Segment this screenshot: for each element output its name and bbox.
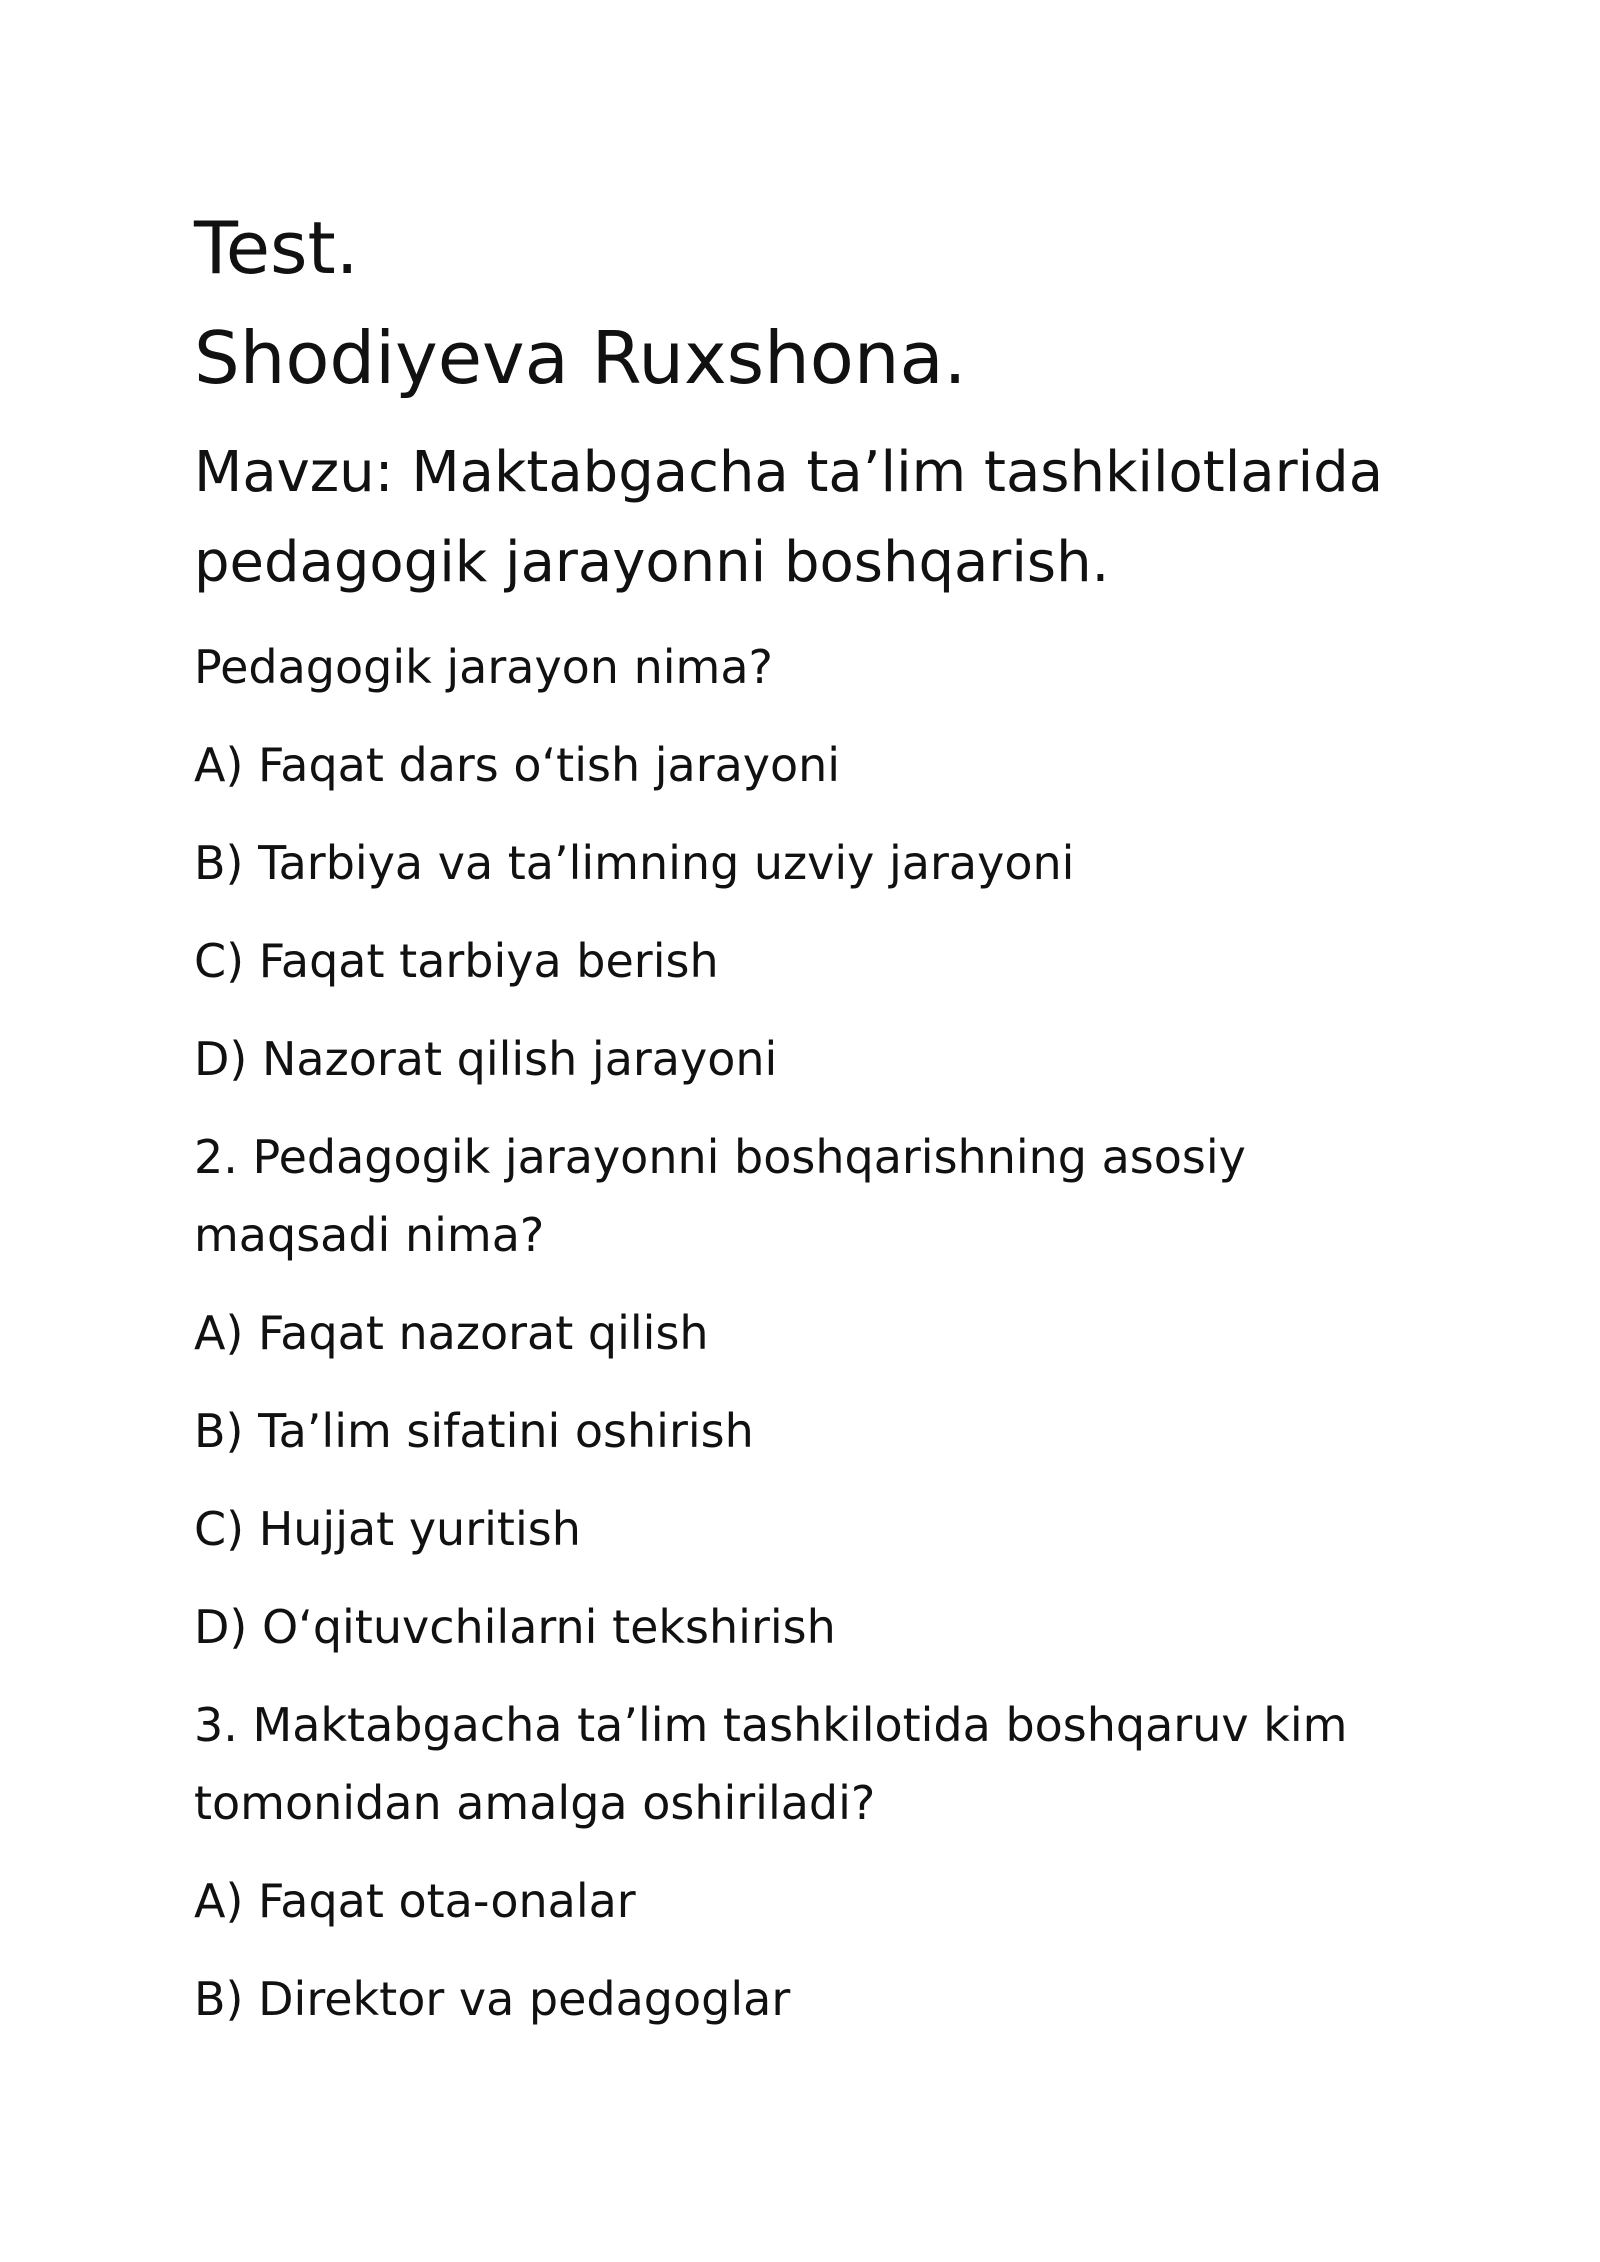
question-text: 2. Pedagogik jarayonni boshqarishning asosiy maqsadi nima? — [194, 1130, 1246, 1262]
answer-option: A) Faqat nazorat qilish — [194, 1306, 709, 1360]
topic-heading: Mavzu: Maktabgacha ta’lim tashkilotlarida pedagogik jarayonni boshqarish. — [194, 440, 1384, 595]
answer-option: A) Faqat dars o‘tish jarayoni — [194, 738, 841, 792]
author-name: Shodiyeva Ruxshona. — [194, 316, 967, 400]
document-page — [194, 200, 1434, 2058]
answer-option: C) Faqat tarbiya berish — [194, 934, 719, 988]
document-title: Test. — [194, 206, 359, 290]
answer-option: B) Ta’lim sifatini oshirish — [194, 1404, 754, 1458]
answer-option: D) Nazorat qilish jarayoni — [194, 1032, 778, 1086]
question-text: 3. Maktabgacha ta’lim tashkilotida boshqaruv kim tomonidan amalga oshiriladi? — [194, 1698, 1348, 1830]
answer-option: A) Faqat ota-onalar — [194, 1874, 636, 1928]
answer-option: D) O‘qituvchilarni tekshirish — [194, 1600, 836, 1654]
question-text: Pedagogik jarayon nima? — [194, 640, 773, 694]
answer-option: B) Direktor va pedagoglar — [194, 1972, 791, 2026]
answer-option: C) Hujjat yuritish — [194, 1502, 581, 1556]
answer-option: B) Tarbiya va ta’limning uzviy jarayoni — [194, 836, 1075, 890]
